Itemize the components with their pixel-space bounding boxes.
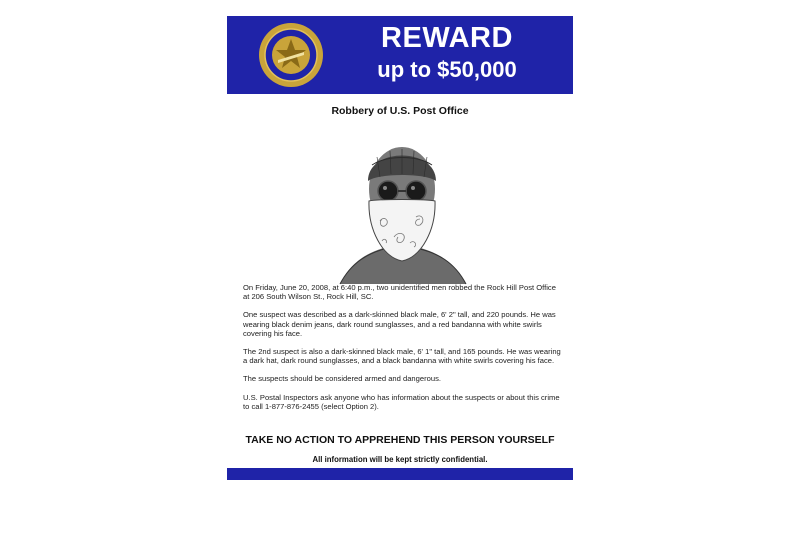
wanted-poster xyxy=(227,16,573,480)
no-action-warning: TAKE NO ACTION TO APPREHEND THIS PERSON YOURSELF xyxy=(245,434,555,446)
confidential-note: All information will be kept strictly confidential. xyxy=(312,455,488,464)
incident-description xyxy=(243,283,563,420)
paragraph-incident: On Friday, June 20, 2008, at 6:40 p.m., two unidentified men robbed the Rock Hill Post Office at 206 South Wilson St., Rock Hill, SC. xyxy=(243,283,556,302)
paragraph-suspect-2: The 2nd suspect is also a dark-skinned black male, 6' 1" tall, and 165 pounds. He was wearing a dark hat, dark round sunglasses, and a black bandanna with white swirls covering his face. xyxy=(243,347,561,366)
reward-title: REWARD xyxy=(381,22,513,54)
paragraph-suspect-1: One suspect was described as a dark-skinned black male, 6' 2" tall, and 220 pounds. He was wearing black denim jeans, dark round sunglasses, and a red bandanna with white swirls covering his face. xyxy=(243,310,556,338)
footer-bar xyxy=(227,468,573,480)
reward-amount: up to $50,000 xyxy=(377,57,517,82)
paragraph-contact: U.S. Postal Inspectors ask anyone who has information about the suspects or about this crime to call 1-877-876-2455 (select Option 2). xyxy=(243,392,560,411)
postal-inspection-seal-icon xyxy=(258,22,324,88)
suspect-sketch-icon xyxy=(332,129,472,289)
reward-banner xyxy=(227,16,573,94)
poster-headline: Robbery of U.S. Post Office xyxy=(331,105,469,117)
paragraph-armed-warning: The suspects should be considered armed and dangerous. xyxy=(243,374,441,384)
